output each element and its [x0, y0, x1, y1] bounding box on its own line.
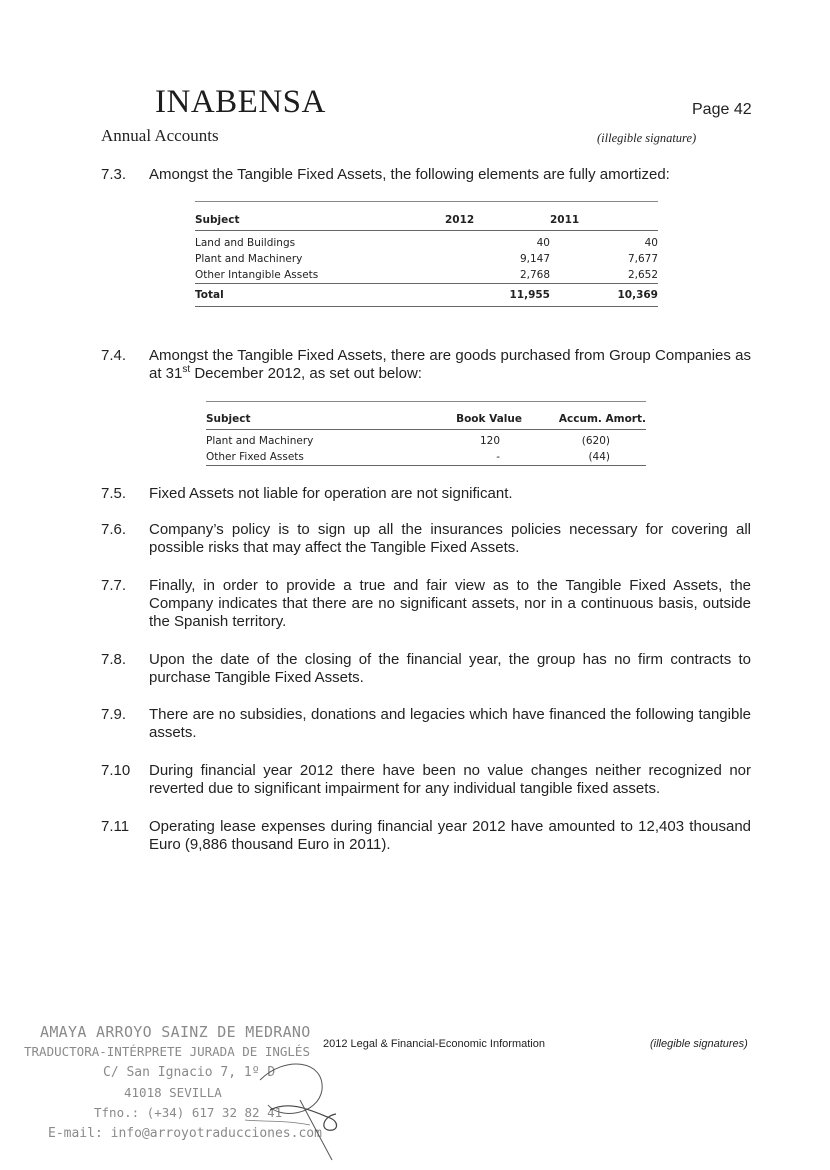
- section-text-7-3: Amongst the Tangible Fixed Assets, the following elements are fully amortized:: [149, 166, 670, 183]
- section-number-7-6: 7.6.: [101, 521, 127, 538]
- table1-header-2011: 2011: [550, 214, 580, 226]
- section-text-7-4-b: December 2012, as set out below:: [190, 365, 422, 382]
- section-text-7-10: During financial year 2012 there have been no value changes neither recognized nor reverted due to significant impairment for any individual tangible fixed assets.: [149, 762, 751, 797]
- section-text-7-6: Company’s policy is to sign up all the insurances policies necessary for covering all possible risks that may affect the Tangible Fixed Assets.: [149, 521, 751, 556]
- section-text-7-4: [149, 347, 751, 383]
- section-text-7-4-sup: st: [182, 364, 191, 375]
- footer-title: 2012 Legal & Financial-Economic Information: [323, 1038, 545, 1050]
- stamp-address: C/ San Ignacio 7, 1º D: [103, 1065, 276, 1080]
- table-row: [195, 267, 658, 284]
- section-number-7-5: 7.5.: [101, 485, 127, 502]
- section-number-7-9: 7.9.: [101, 706, 127, 723]
- section-text-7-8: Upon the date of the closing of the financial year, the group has no firm contracts to purchase Tangible Fixed Assets.: [149, 651, 751, 686]
- table1-total-label: Total: [195, 289, 224, 301]
- table-row: [195, 251, 658, 267]
- table1-cell: 40: [536, 237, 550, 249]
- section-number-7-11: 7.11: [101, 818, 130, 835]
- header-signature-note: (illegible signature): [597, 131, 697, 145]
- table1-cell: 7,677: [627, 253, 658, 265]
- group-purchases-table: [206, 401, 646, 466]
- footer-signature-note: (illegible signatures): [650, 1038, 748, 1050]
- section-number-7-3: 7.3.: [101, 166, 127, 183]
- table1-header-subject: Subject: [195, 214, 240, 226]
- stamp-city: 41018 SEVILLA: [124, 1085, 222, 1100]
- section-text-7-5: Fixed Assets not liable for operation are not significant.: [149, 485, 513, 502]
- section-text-7-7: Finally, in order to provide a true and fair view as to the Tangible Fixed Assets, the Company indicates that there are no significant assets, nor in a continuous basis, outside the Spanish territory.: [149, 577, 751, 630]
- fully-amortized-table: [195, 201, 658, 307]
- stamp-name: AMAYA ARROYO SAINZ DE MEDRANO: [40, 1023, 311, 1041]
- table1-header-2012: 2012: [445, 214, 475, 226]
- table-row: [206, 449, 646, 466]
- table-row: [195, 235, 658, 251]
- table1-total-2012: 11,955: [509, 289, 550, 301]
- stamp-phone: Tfno.: (+34) 617 32 82 41: [94, 1105, 283, 1120]
- table2-header-book-value: Book Value: [456, 413, 522, 425]
- stamp-title: TRADUCTORA-INTÉRPRETE JURADA DE INGLÉS: [24, 1044, 310, 1059]
- page-number: Page 42: [692, 101, 752, 118]
- table2-cell: -: [496, 451, 500, 463]
- table1-total-2011: 10,369: [617, 289, 658, 301]
- table2-cell: (44): [588, 451, 610, 463]
- table2-cell: 120: [479, 435, 500, 447]
- company-logo: INABENSA: [155, 84, 326, 120]
- table1-cell: Plant and Machinery: [195, 253, 303, 265]
- section-number-7-8: 7.8.: [101, 651, 127, 668]
- section-text-7-11: Operating lease expenses during financial year 2012 have amounted to 12,403 thousand Euro (9,886 thousand Euro in 2011).: [149, 818, 751, 853]
- table2-cell: (620): [581, 435, 610, 447]
- table1-cell: 9,147: [519, 253, 550, 265]
- section-number-7-4: 7.4.: [101, 347, 127, 364]
- table2-cell: Plant and Machinery: [206, 435, 314, 447]
- table-row: [206, 433, 646, 449]
- document-subtitle: Annual Accounts: [101, 126, 219, 145]
- section-number-7-10: 7.10: [101, 762, 131, 779]
- table1-cell: 2,652: [627, 269, 658, 281]
- section-text-7-4-a: Amongst the Tangible Fixed Assets, there are goods purchased from Group Companies as at 31: [149, 347, 751, 382]
- table2-header-subject: Subject: [206, 413, 251, 425]
- stamp-email: E-mail: info@arroyotraducciones.com: [48, 1126, 322, 1141]
- table1-cell: 2,768: [519, 269, 550, 281]
- section-text-7-9: There are no subsidies, donations and legacies which have financed the following tangible assets.: [149, 706, 751, 741]
- table2-header-accum-amort: Accum. Amort.: [558, 413, 646, 425]
- table1-cell: Other Intangible Assets: [195, 269, 319, 281]
- table2-cell: Other Fixed Assets: [206, 451, 304, 463]
- table1-total-row: [195, 284, 658, 307]
- section-number-7-7: 7.7.: [101, 577, 127, 594]
- table1-cell: 40: [644, 237, 658, 249]
- handwritten-signature-mark: [240, 1040, 360, 1165]
- table1-cell: Land and Buildings: [195, 237, 296, 249]
